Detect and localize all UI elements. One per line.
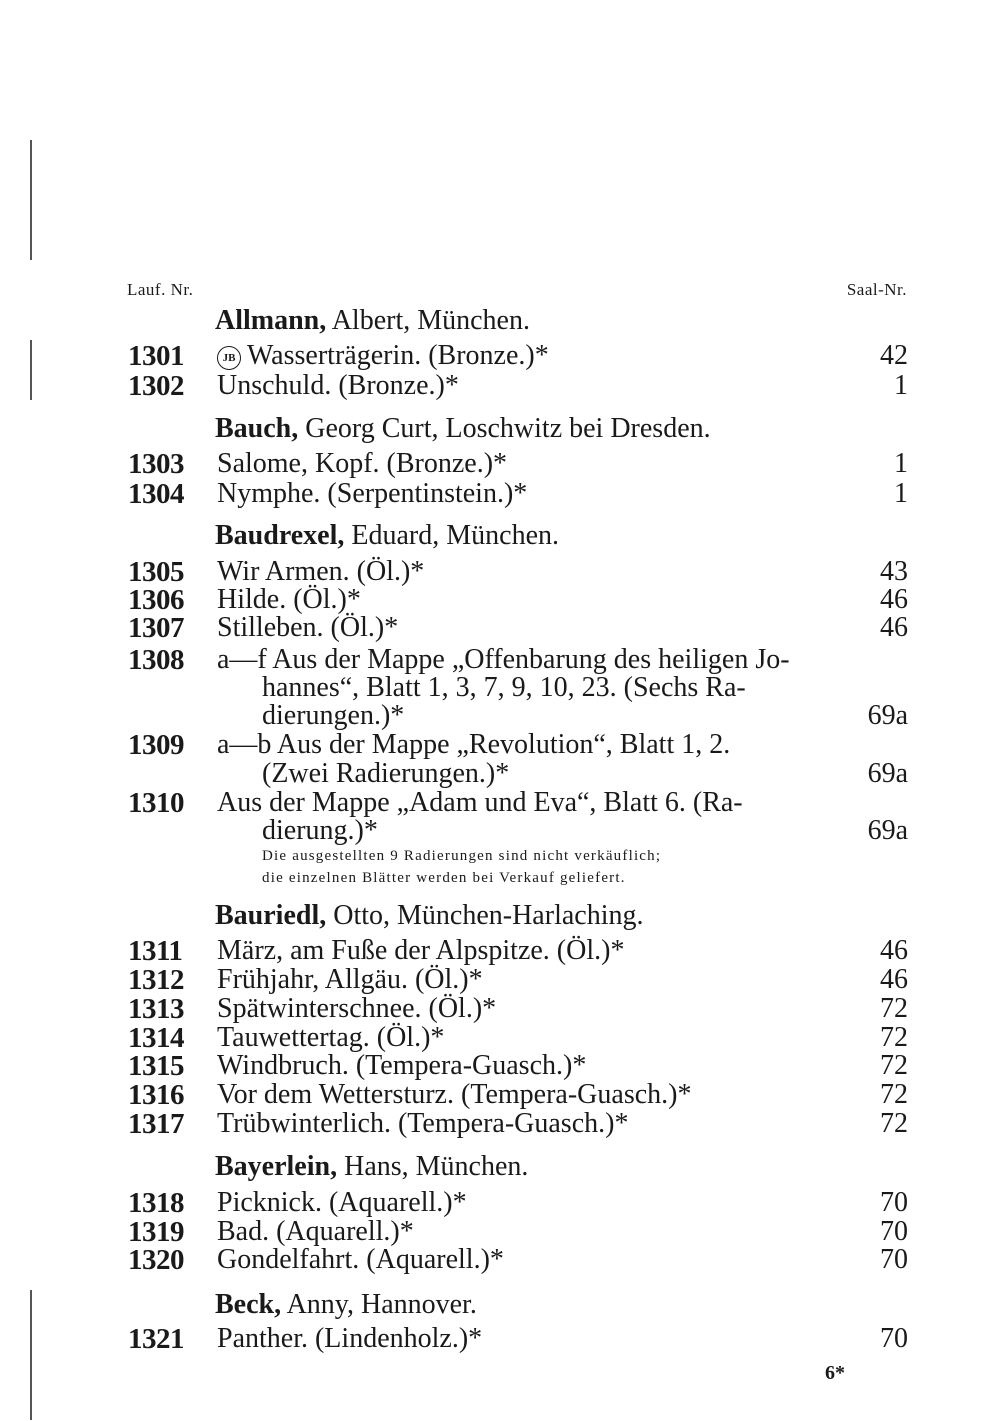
entry-title: Panther. (Lindenholz.)* [217,1323,483,1354]
entry-number: 1310 [128,787,184,819]
entry-title: März, am Fuße der Alpspitze. (Öl.)* [217,935,625,966]
catalog-entry [0,1323,1000,1353]
artist-details: Eduard, München. [344,520,559,551]
artist-surname: Bauriedl, [215,900,327,931]
entry-title: Trübwinterlich. (Tempera-Guasch.)* [217,1108,629,1139]
artist-surname: Baudrexel, [215,520,345,551]
entry-saal: 46 [880,612,908,643]
entry-title-line: hannes“, Blatt 1, 3, 7, 9, 10, 23. (Sechs Ra- [262,672,746,703]
entry-title-line: a—b Aus der Mappe „Revolution“, Blatt 1, 2. [217,729,731,760]
artist-heading [215,413,711,445]
entry-title-line: Aus der Mappe „Adam und Eva“, Blatt 6. (Ra- [217,787,743,818]
catalog-entry [0,556,1000,586]
entry-saal: 46 [880,584,908,615]
catalog-entry [0,935,1000,965]
entry-number: 1302 [128,370,184,402]
catalog-entry-continuation [0,672,1000,702]
entry-saal: 70 [880,1244,908,1275]
entry-number: 1314 [128,1022,184,1054]
entry-title: Nymphe. (Serpentinstein.)* [217,478,528,509]
entry-saal: 72 [880,1022,908,1053]
catalog-entry [0,787,1000,817]
entry-saal: 70 [880,1187,908,1218]
catalog-entry [0,993,1000,1023]
artist-heading [215,305,530,337]
artist-heading [215,1289,477,1321]
entry-number: 1307 [128,612,184,644]
entry-saal: 69a [867,758,908,789]
artist-heading [215,520,559,552]
jury-mark-icon: JB [217,346,241,370]
artist-surname: Bayerlein, [215,1151,338,1182]
page-folio: 6* [825,1362,845,1384]
catalog-entry [0,644,1000,674]
artist-details: Otto, München-Harlaching. [326,900,644,931]
entry-title-line: dierung.)* [262,815,378,846]
entry-title: Stilleben. (Öl.)* [217,612,399,643]
entry-saal: 1 [894,478,908,509]
entry-saal: 42 [880,340,908,371]
catalog-entry [0,370,1000,400]
catalog-entry [0,964,1000,994]
entry-number: 1320 [128,1244,184,1276]
catalog-entry [0,1187,1000,1217]
catalog-entry [0,1216,1000,1246]
entry-title: Salome, Kopf. (Bronze.)* [217,448,508,479]
entry-number: 1315 [128,1050,184,1082]
entry-title [217,340,549,372]
artist-surname: Allmann, [215,305,327,336]
scan-edge-line [30,140,32,260]
note-line: die einzelnen Blätter werden bei Verkauf geliefert. [262,870,626,886]
entry-number: 1312 [128,964,184,996]
artist-surname: Bauch, [215,413,299,444]
artist-heading [215,1151,528,1183]
entry-saal: 70 [880,1323,908,1354]
catalog-entry [0,448,1000,478]
artist-surname: Beck, [215,1289,282,1320]
catalog-entry-continuation [0,700,1000,730]
entry-saal: 46 [880,964,908,995]
catalog-entry-continuation [0,758,1000,788]
catalog-entry [0,1244,1000,1274]
catalog-entry [0,478,1000,508]
entry-title: Vor dem Wettersturz. (Tempera-Guasch.)* [217,1079,692,1110]
entry-title-line: (Zwei Radierungen.)* [262,758,510,789]
artist-details: Albert, München. [326,305,530,336]
artist-heading [215,900,643,932]
entry-saal: 1 [894,448,908,479]
entry-number: 1317 [128,1108,184,1140]
entry-number: 1319 [128,1216,184,1248]
entry-number: 1318 [128,1187,184,1219]
entry-saal: 72 [880,993,908,1024]
artist-details: Anny, Hannover. [281,1289,477,1320]
artist-details: Georg Curt, Loschwitz bei Dresden. [298,413,711,444]
entry-title: Unschuld. (Bronze.)* [217,370,459,401]
catalog-entry [0,1022,1000,1052]
entry-title: Spätwinterschnee. (Öl.)* [217,993,497,1024]
entry-saal: 69a [867,815,908,846]
entry-title-line: a—f Aus der Mappe „Offenbarung des heiligen Jo- [217,644,790,675]
entry-saal: 69a [867,700,908,731]
entry-number: 1304 [128,478,184,510]
artist-details: Hans, München. [337,1151,529,1182]
catalog-entry [0,729,1000,759]
entry-title: Picknick. (Aquarell.)* [217,1187,467,1218]
entry-number: 1311 [128,935,183,967]
entry-title-line: dierungen.)* [262,700,405,731]
entry-saal: 72 [880,1050,908,1081]
catalog-entry [0,1079,1000,1109]
entry-number: 1305 [128,556,184,588]
catalog-entry [0,340,1000,370]
entry-title: Frühjahr, Allgäu. (Öl.)* [217,964,483,995]
scan-edge-line [30,1290,32,1420]
entry-number: 1301 [128,340,184,372]
entry-title: Windbruch. (Tempera-Guasch.)* [217,1050,587,1081]
catalog-entry [0,1108,1000,1138]
catalog-entry-continuation [0,815,1000,845]
catalog-entry [0,1050,1000,1080]
header-lauf-nr: Lauf. Nr. [127,280,194,299]
entry-number: 1303 [128,448,184,480]
entry-saal: 72 [880,1108,908,1139]
entry-saal: 46 [880,935,908,966]
note-line: Die ausgestellten 9 Radierungen sind nicht verkäuflich; [262,848,662,864]
entry-saal: 1 [894,370,908,401]
entry-saal: 70 [880,1216,908,1247]
entry-title: Tauwettertag. (Öl.)* [217,1022,445,1053]
header-saal-nr: Saal-Nr. [846,280,907,299]
entry-number: 1313 [128,993,184,1025]
entry-title: Bad. (Aquarell.)* [217,1216,414,1247]
entry-title: Gondelfahrt. (Aquarell.)* [217,1244,504,1275]
entry-saal: 72 [880,1079,908,1110]
catalog-entry [0,612,1000,642]
entry-saal: 43 [880,556,908,587]
entry-title: Wir Armen. (Öl.)* [217,556,425,587]
entry-number: 1316 [128,1079,184,1111]
entry-number: 1306 [128,584,184,616]
entry-number: 1309 [128,729,184,761]
entry-number: 1308 [128,644,184,676]
entry-number: 1321 [128,1323,184,1355]
entry-title-text: Wasserträgerin. (Bronze.)* [247,340,549,371]
catalog-entry [0,584,1000,614]
entry-title: Hilde. (Öl.)* [217,584,361,615]
